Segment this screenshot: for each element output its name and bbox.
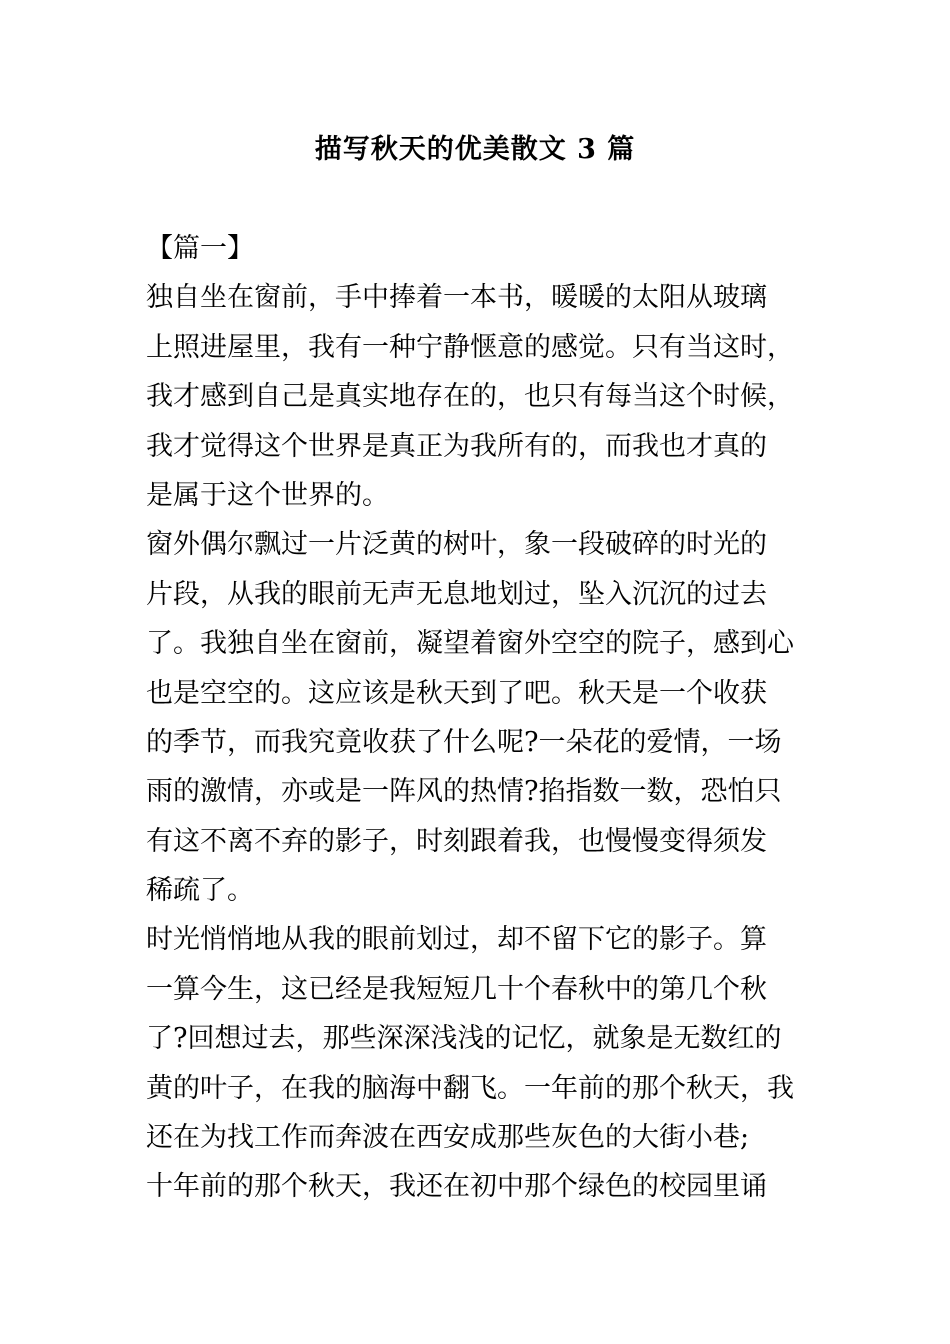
document-body	[146, 224, 814, 1212]
text-line-3: 我才感到自己是真实地存在的，也只有每当这个时候，	[146, 381, 794, 413]
text-line-16: 了?回想过去，那些深深浅浅的记忆，就象是无数红的	[146, 1023, 782, 1055]
text-line-11: 雨的激情，亦或是一阵风的热情?掐指数一数，恐怕只	[146, 776, 782, 808]
text-line-7: 片段，从我的眼前无声无息地划过，坠入沉沉的过去	[146, 578, 767, 610]
text-line-9: 也是空空的。这应该是秋天到了吧。秋天是一个收获	[146, 677, 767, 709]
text-line-10: 的季节，而我究竟收获了什么呢?一朵花的爱情，一场	[146, 726, 782, 758]
text-line-13: 稀疏了。	[146, 875, 254, 907]
text-line-5: 是属于这个世界的。	[146, 479, 389, 511]
text-line-15: 一算今生，这已经是我短短几十个春秋中的第几个秋	[146, 973, 767, 1005]
text-line-8: 了。我独自坐在窗前，凝望着窗外空空的院子，感到心	[146, 628, 794, 660]
document-title: 描写秋天的优美散文 3 篇	[314, 134, 636, 165]
text-line-19: 十年前的那个秋天，我还在初中那个绿色的校园里诵	[146, 1171, 767, 1203]
text-line-17: 黄的叶子，在我的脑海中翻飞。一年前的那个秋天，我	[146, 1072, 794, 1104]
text-line-14: 时光悄悄地从我的眼前划过，却不留下它的影子。算	[146, 924, 767, 956]
section-label: 【篇一】	[146, 233, 254, 264]
text-line-2: 上照进屋里，我有一种宁静惬意的感觉。只有当这时，	[146, 331, 794, 363]
text-line-12: 有这不离不弃的影子，时刻跟着我，也慢慢变得须发	[146, 825, 767, 857]
text-line-1: 独自坐在窗前，手中捧着一本书，暖暖的太阳从玻璃	[146, 282, 767, 314]
text-line-18: 还在为找工作而奔波在西安成那些灰色的大街小巷;	[146, 1122, 750, 1154]
text-line-4: 我才觉得这个世界是真正为我所有的，而我也才真的	[146, 430, 767, 462]
text-line-6: 窗外偶尔飘过一片泛黄的树叶，象一段破碎的时光的	[146, 529, 767, 561]
